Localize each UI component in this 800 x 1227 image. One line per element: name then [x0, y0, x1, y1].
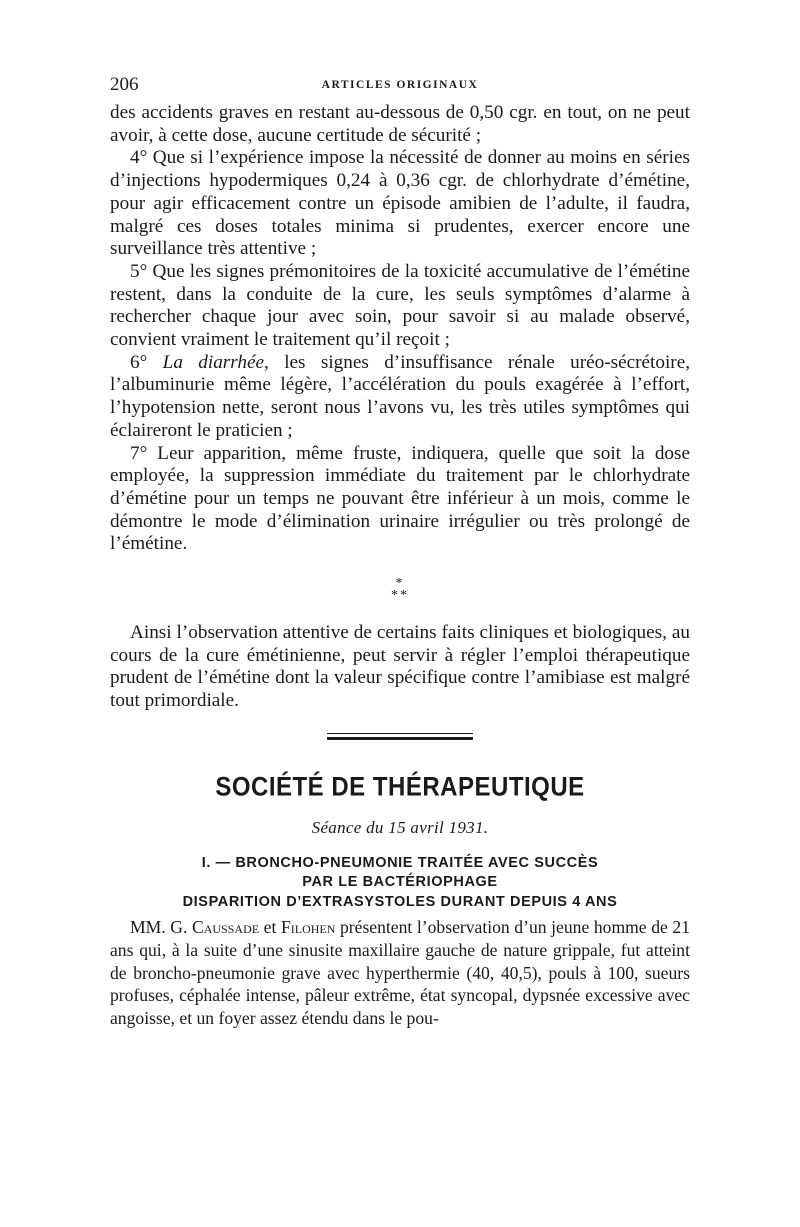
- asterism-top: *: [395, 576, 405, 592]
- paragraph-point-4: 4° Que si l’expérience impose la nécessité de donner au moins en séries d’injections hypodermiques 0,24 à 0,36 cgr. de chlorhydrate d’émétine, pour agir efficacement contre un épisode amibien de l’adulte, il faudra, malgré ces doses totales minima si prudentes, exercer encore une surveillance très attentive ;: [110, 147, 690, 260]
- authors-prefix: MM. G.: [130, 917, 192, 938]
- page: [110, 70, 690, 1030]
- divider-thick-line: [327, 737, 473, 740]
- case-title-line-3: DISPARITION D’EXTRASYSTOLES DURANT DEPUIS 4 ANS: [182, 893, 618, 910]
- section-title: SOCIÉTÉ DE THÉRAPEUTIQUE: [215, 772, 585, 803]
- case-title-line-2: PAR LE BACTÉRIOPHAGE: [302, 874, 498, 891]
- running-head: [110, 70, 690, 100]
- case-paragraph: [110, 916, 690, 1030]
- article-body: [110, 102, 690, 713]
- paragraph-continuation: des accidents graves en restant au-dessous de 0,50 cgr. en tout, on ne peut avoir, à cette dose, aucune certitude de sécurité ;: [110, 102, 690, 146]
- case-text: présentent l’observation d’un jeune homme de 21 ans qui, à la suite d’une sinusite maxillaire gauche de nature grippale, fut atteint de broncho-pneumonie grave avec hyperthermie (40, 40,5), pouls à 100, sueurs profuses, céphalée intense, pâleur extrême, état syncopal, dypsnée excessive avec angoisse, et un foyer assez étendu dans le pou-: [110, 917, 690, 1029]
- case-title: [98, 854, 702, 913]
- paragraph-point-7: 7° Leur apparition, même fruste, indiquera, quelle que soit la dose employée, la suppression immédiate du traitement par le chlorhydrate d’émétine pour un temps ne pouvant être inférieur à un mois, comme le démontre le mode d’élimination urinaire irrégulier ou très prolongé de l’émétine.: [110, 442, 690, 555]
- paragraph-point-5: 5° Que les signes prémonitoires de la toxicité accumulative de l’émétine restent, dans la conduite de la cure, les seuls symptômes d’alarme à rechercher chaque jour avec soin, pour savoir si au malade observé, convient vraiment le traitement qu’il reçoit ;: [110, 260, 690, 351]
- authors-join: et: [259, 917, 281, 938]
- running-title: ARTICLES ORIGINAUX: [321, 79, 479, 91]
- page-number: 206: [110, 74, 139, 95]
- asterism: [110, 578, 690, 602]
- seance-date: Séance du 15 avril 1931.: [311, 817, 489, 837]
- author-caussade: Caussade: [191, 917, 260, 938]
- conclusion-paragraph: Ainsi l’observation attentive de certains faits cliniques et biologiques, au cours de la cure émétinienne, peut servir à régler l’emploi thérapeutique prudent de l’émétine dont la valeur spécifique contre l’amibiase est malgré tout primordiale.: [110, 622, 690, 712]
- paragraph-point-6: [110, 352, 690, 443]
- author-filohen: Filohen: [280, 917, 336, 938]
- point-6-number: 6°: [130, 351, 148, 373]
- point-6-italic-lead: La diarrhée,: [162, 351, 269, 373]
- point-6-text: les signes d’insuffisance rénale uréo-sécrétoire, l’albuminurie même légère, l’accélération du pouls exagérée à l’effort, l’hypotension nette, seront nous l’avons vu, les très utiles symptômes qui éclaireront le praticien ;: [110, 351, 691, 441]
- case-body: [110, 916, 690, 1030]
- case-title-line-1: I. — BRONCHO-PNEUMONIE TRAITÉE AVEC SUCCÈS: [201, 854, 599, 871]
- divider-thin-line: [327, 733, 473, 734]
- section-divider: [327, 733, 473, 740]
- asterism-bottom: **: [391, 588, 409, 604]
